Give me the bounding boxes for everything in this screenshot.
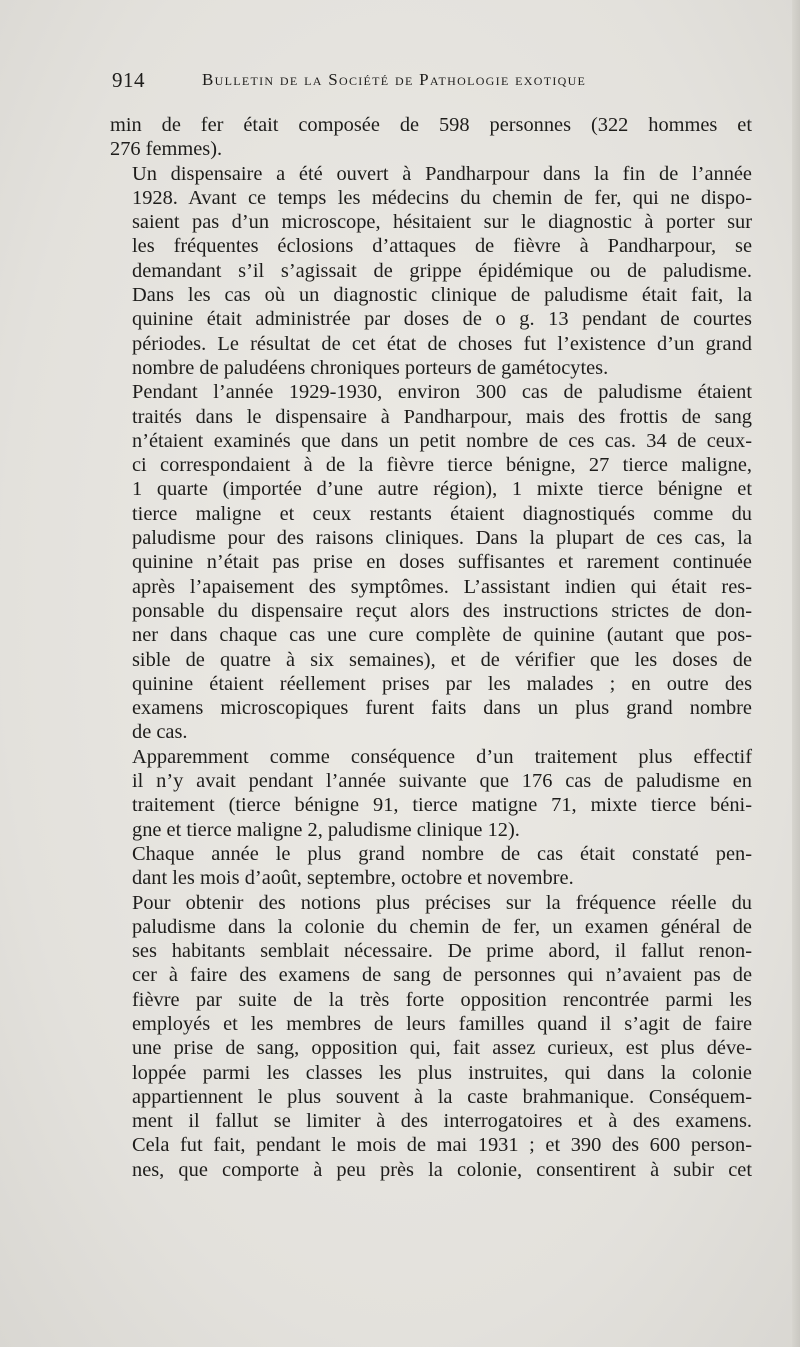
text-line: Pour obtenir des notions plus précises sur la fréquence réelle du xyxy=(132,891,752,914)
text-line: ci correspondaient à de la fièvre tierce bénigne, 27 tierce maligne, xyxy=(132,454,752,477)
text-line: 1 quarte (importée d’une autre région), 1 mixte tierce bénigne et xyxy=(132,478,752,501)
text-line: quinine était administrée par doses de o g. 13 pendant de courtes xyxy=(132,308,752,331)
text-line: demandant s’il s’agissait de grippe épidémique ou de paludisme. xyxy=(132,259,752,282)
text-line: gne et tierce maligne 2, paludisme clinique 12). xyxy=(132,818,520,841)
page-number: 914 xyxy=(112,68,145,92)
text-line: traitement (tierce bénigne 91, tierce matigne 71, mixte tierce béni- xyxy=(132,794,752,817)
text-line: cer à faire des examens de sang de personnes qui n’avaient pas de xyxy=(132,964,752,987)
page-header xyxy=(112,68,752,98)
text-line: Pendant l’année 1929-1930, environ 300 cas de paludisme étaient xyxy=(132,381,752,404)
text-line: dant les mois d’août, septembre, octobre et novembre. xyxy=(132,867,574,890)
text-line: nombre de paludéens chroniques porteurs de gamétocytes. xyxy=(132,356,609,379)
text-line: après l’apaisement des symptômes. L’assistant indien qui était res- xyxy=(132,575,752,598)
text-line: ses habitants semblait nécessaire. De prime abord, il fallut renon- xyxy=(132,940,752,963)
text-line: Un dispensaire a été ouvert à Pandharpour dans la fin de l’année xyxy=(132,162,752,185)
paragraph xyxy=(110,113,752,162)
text-line: périodes. Le résultat de cet état de choses fut l’existence d’un grand xyxy=(132,332,752,355)
text-line: Cela fut fait, pendant le mois de mai 1931 ; et 390 des 600 person- xyxy=(132,1134,752,1157)
text-line: min de fer était composée de 598 personnes (322 hommes et xyxy=(110,114,752,136)
paragraph xyxy=(110,745,752,842)
text-line: Dans les cas où un diagnostic clinique de paludisme était fait, la xyxy=(132,284,752,307)
text-line: quinine étaient réellement prises par les malades ; en outre des xyxy=(132,672,752,695)
text-line: n’étaient examinés que dans un petit nombre de ces cas. 34 de ceux- xyxy=(132,429,752,452)
text-line: traités dans le dispensaire à Pandharpour, mais des frottis de sang xyxy=(132,405,752,428)
text-line: fièvre par suite de la très forte opposition rencontrée parmi les xyxy=(132,988,752,1011)
text-line: quinine n’était pas prise en doses suffisantes et rarement continuée xyxy=(132,551,752,574)
text-line: ment il fallut se limiter à des interrogatoires et à des examens. xyxy=(132,1110,752,1133)
body-text xyxy=(110,113,752,1182)
paragraph xyxy=(110,891,752,1183)
text-line: de cas. xyxy=(132,721,188,744)
text-line: les fréquentes éclosions d’attaques de fièvre à Pandharpour, se xyxy=(132,235,752,258)
text-line: saient pas d’un microscope, hésitaient sur le diagnostic à porter sur xyxy=(132,211,752,234)
paragraph xyxy=(110,162,752,381)
running-title: Bulletin de la Société de Pathologie exotique xyxy=(202,70,587,89)
text-line: 1928. Avant ce temps les médecins du chemin de fer, qui ne dispo- xyxy=(132,186,752,209)
text-line: loppée parmi les classes les plus instruites, qui dans la colonie xyxy=(132,1061,752,1084)
text-line: ner dans chaque cas une cure complète de quinine (autant que pos- xyxy=(132,624,752,647)
text-line: une prise de sang, opposition qui, fait assez curieux, est plus déve- xyxy=(132,1037,752,1060)
text-line: examens microscopiques furent faits dans un plus grand nombre xyxy=(132,697,752,720)
text-line: Chaque année le plus grand nombre de cas était constaté pen- xyxy=(132,842,752,865)
paragraph xyxy=(110,380,752,744)
text-line: 276 femmes). xyxy=(110,138,223,161)
text-line: appartiennent le plus souvent à la caste brahmanique. Conséquem- xyxy=(132,1085,752,1108)
text-line: sible de quatre à six semaines), et de vérifier que les doses de xyxy=(132,648,752,671)
text-line: paludisme dans la colonie du chemin de fer, un examen général de xyxy=(132,915,752,938)
text-line: tierce maligne et ceux restants étaient diagnostiqués comme du xyxy=(132,502,752,525)
text-line: paludisme pour des raisons cliniques. Dans la plupart de ces cas, la xyxy=(132,527,752,550)
text-line: ponsable du dispensaire reçut alors des instructions strictes de don- xyxy=(132,599,752,622)
text-line: il n’y avait pendant l’année suivante que 176 cas de paludisme en xyxy=(132,770,752,793)
text-line: Apparemment comme conséquence d’un traitement plus effectif xyxy=(132,745,752,768)
paragraph xyxy=(110,842,752,891)
page-edge xyxy=(792,0,800,1347)
text-line: nes, que comporte à peu près la colonie, consentirent à subir cet xyxy=(132,1158,752,1181)
text-line: employés et les membres de leurs familles quand il s’agit de faire xyxy=(132,1012,752,1035)
